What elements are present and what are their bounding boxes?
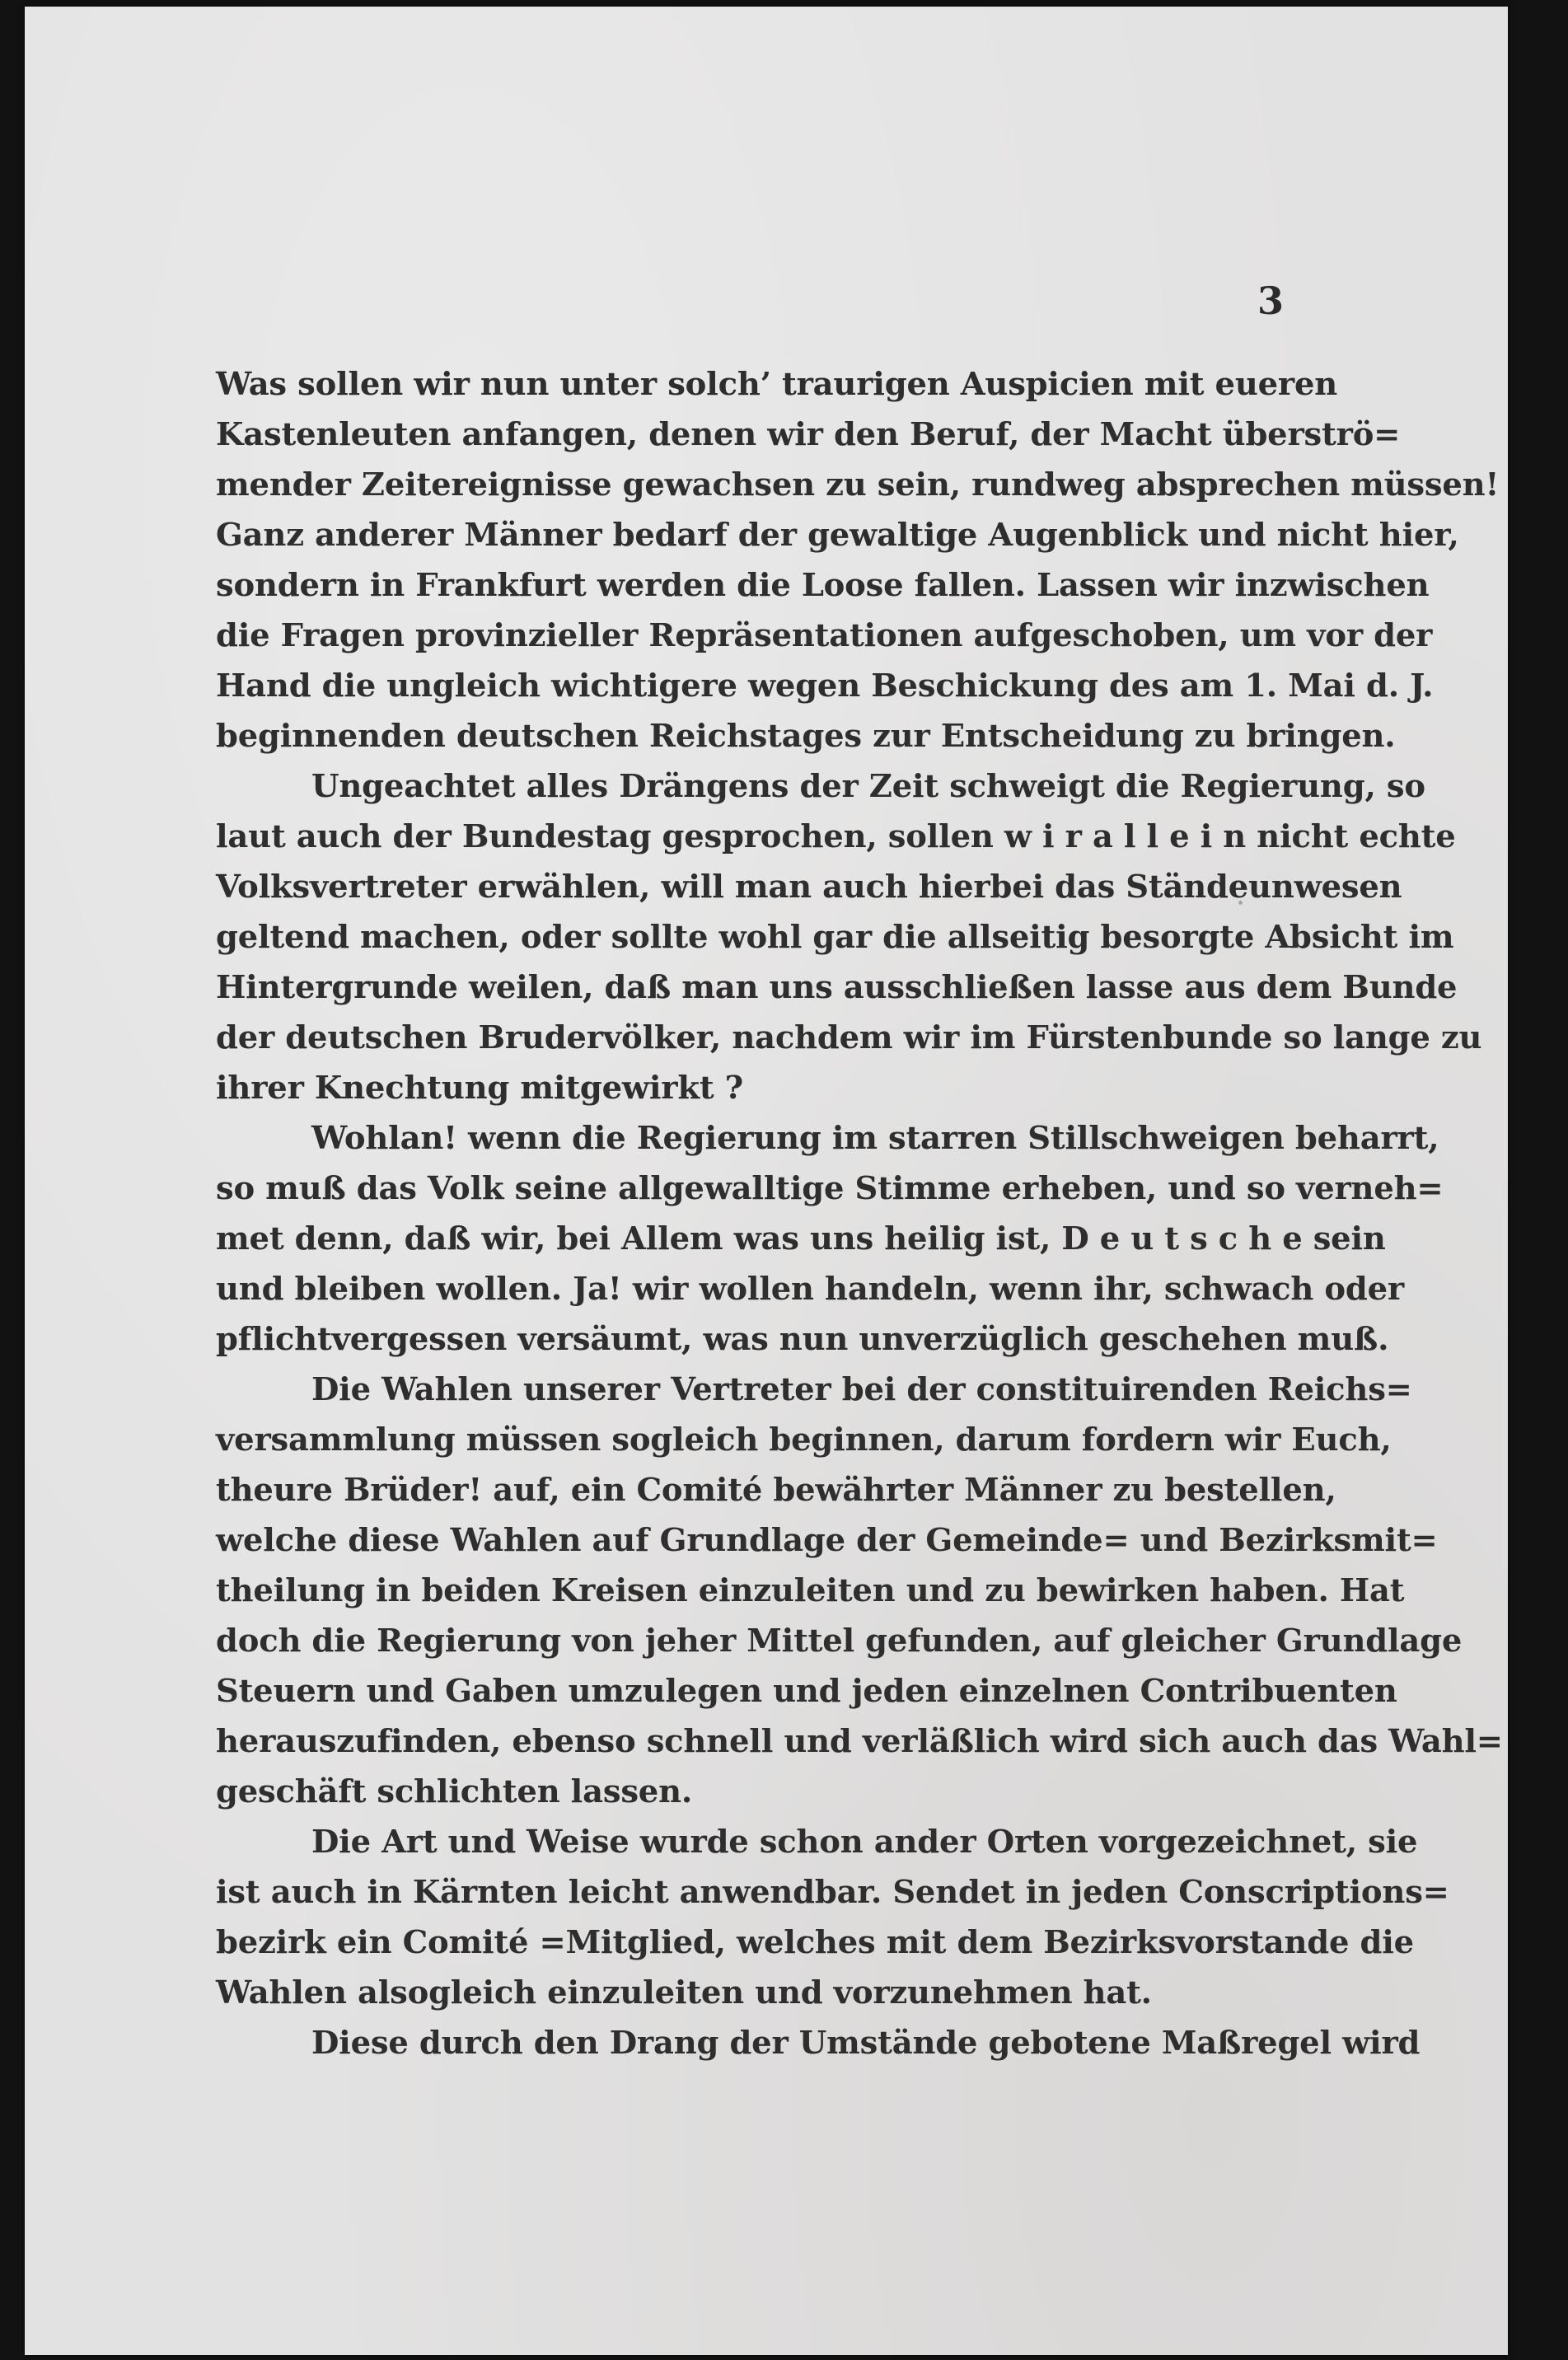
text-line: Diese durch den Drang der Umstände gebotene Maßregel wird [311,2025,1421,2062]
text-line: sondern in Frankfurt werden die Loose fallen. Lassen wir inzwischen [216,567,1430,604]
text-line: mender Zeitereignisse gewachsen zu sein, rundweg absprechen müssen! [216,466,1500,503]
text-line: doch die Regierung von jeher Mittel gefunden, auf gleicher Grundlage [216,1622,1463,1660]
text-line: geschäft schlichten lassen. [216,1773,693,1810]
text-line: herauszufinden, ebenso schnell und verläßlich wird sich auch das Wahl= [216,1723,1503,1760]
paper-speck [1238,901,1243,905]
text-line: welche diese Wahlen auf Grundlage der Gemeinde= und Bezirksmit= [216,1522,1438,1559]
book-page [25,7,1508,2355]
paper-speck [1348,544,1350,546]
text-line: geltend machen, oder sollte wohl gar die allseitig besorgte Absicht im [216,919,1454,956]
text-line: so muß das Volk seine allgewalltige Stimme erheben, und so verneh= [216,1170,1444,1207]
text-line: theure Brüder! auf, ein Comité bewährter Männer zu bestellen, [216,1472,1336,1509]
text-line: laut auch der Bundestag gesprochen, sollen w i r a l l e i n nicht echte [216,818,1456,855]
body-text [216,359,1503,2068]
text-line: Hintergrunde weilen, daß man uns ausschließen lasse aus dem Bunde [216,969,1458,1006]
text-line: Hand die ungleich wichtigere wegen Beschickung des am 1. Mai d. J. [216,667,1434,705]
text-line: Die Wahlen unserer Vertreter bei der constituirenden Reichs= [311,1371,1412,1408]
text-line: Kastenleuten anfangen, denen wir den Beruf, der Macht überströ= [216,416,1401,453]
text-line: ist auch in Kärnten leicht anwendbar. Sendet in jeden Conscriptions= [216,1874,1449,1911]
page-number: 3 [1257,279,1285,323]
text-line: Was sollen wir nun unter solch’ traurigen Auspicien mit eueren [216,366,1338,403]
text-line: und bleiben wollen. Ja! wir wollen handeln, wenn ihr, schwach oder [216,1271,1404,1308]
text-line: theilung in beiden Kreisen einzuleiten und zu bewirken haben. Hat [216,1572,1405,1609]
text-line: Wahlen alsogleich einzuleiten und vorzunehmen hat. [216,1974,1152,2011]
text-line: versammlung müssen sogleich beginnen, darum fordern wir Euch, [216,1421,1392,1459]
text-line: Steuern und Gaben umzulegen und jeden einzelnen Contribuenten [216,1673,1397,1710]
text-line: bezirk ein Comité =Mitglied, welches mit dem Bezirksvorstande die [216,1924,1414,1961]
text-line: Wohlan! wenn die Regierung im starren Stillschweigen beharrt, [311,1120,1439,1157]
text-line: der deutschen Brudervölker, nachdem wir im Fürstenbunde so lange zu [216,1019,1482,1056]
text-line: die Fragen provinzieller Repräsentationen aufgeschoben, um vor der [216,617,1433,654]
text-line: Ganz anderer Männer bedarf der gewaltige Augenblick und nicht hier, [216,517,1459,554]
text-line: ihrer Knechtung mitgewirkt ? [216,1070,743,1107]
text-line: met denn, daß wir, bei Allem was uns heilig ist, D e u t s c h e sein [216,1220,1386,1257]
text-line: pflichtvergessen versäumt, was nun unverzüglich geschehen muß. [216,1321,1389,1358]
text-line: Die Art und Weise wurde schon ander Orten vorgezeichnet, sie [311,1824,1418,1861]
text-line: beginnenden deutschen Reichstages zur Entscheidung zu bringen. [216,718,1396,755]
text-line: Volksvertreter erwählen, will man auch hierbei das Ständeunwesen [216,869,1402,906]
text-line: Ungeachtet alles Drängens der Zeit schweigt die Regierung, so [311,768,1425,805]
